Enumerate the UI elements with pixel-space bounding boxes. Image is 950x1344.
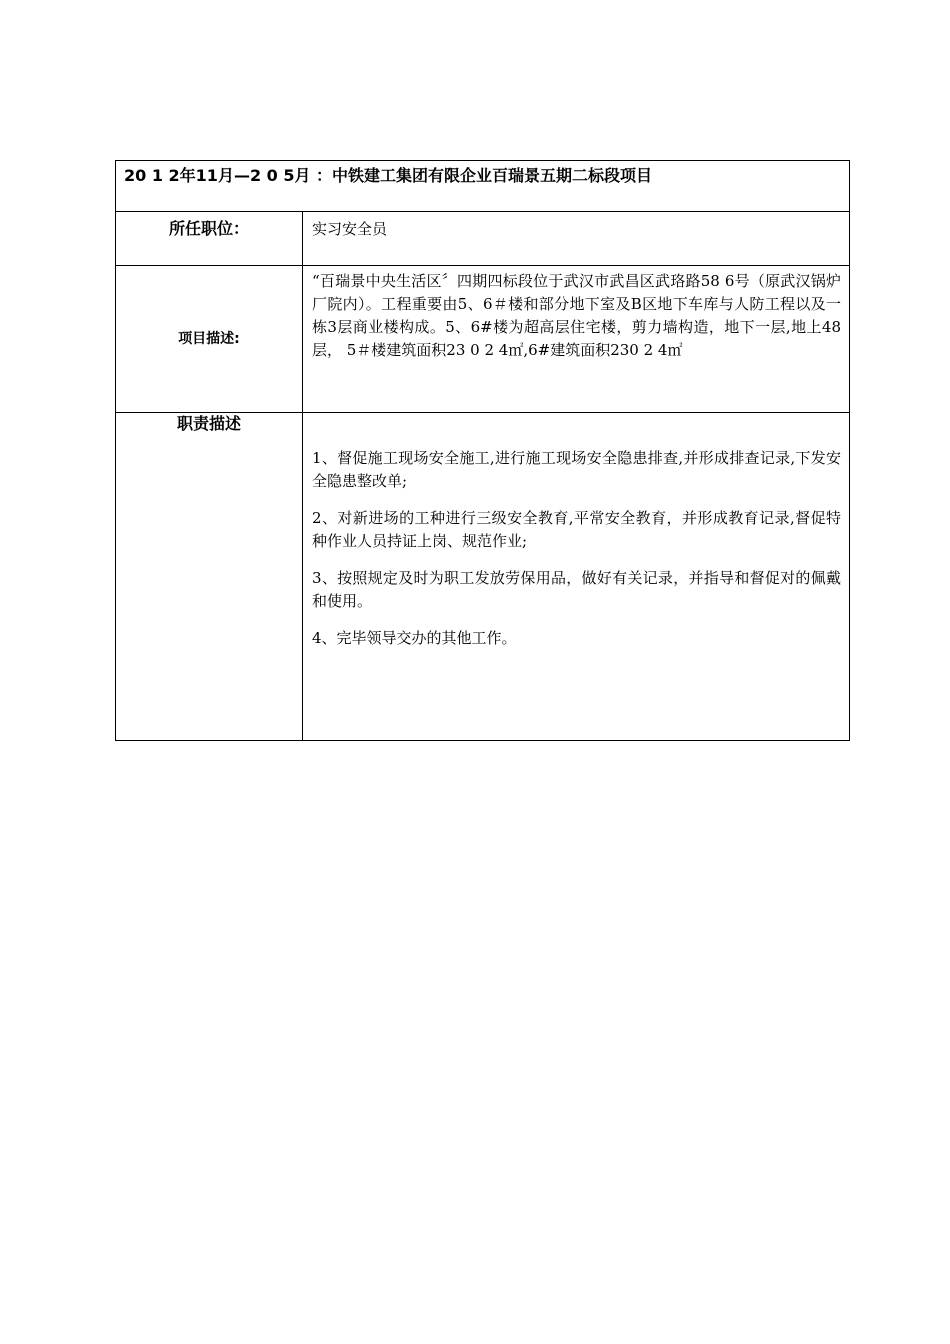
project-description-text: “百瑞景中央生活区〞四期四标段位于武汉市武昌区武珞路58 6号（原武汉锅炉厂院内）。工程重要由5、6＃楼和部分地下室及B区地下车库与人防工程以及一栋3层商业楼构成。5、6#楼为超高层住宅楼，剪力墙构造，地下一层,地上48层， 5＃楼建筑面积23 0 2 4㎡,6#建筑面积230 2 4㎡ [303,266,850,413]
duty-item: 1、督促施工现场安全施工,进行施工现场安全隐患排查,并形成排查记录,下发安全隐患整改单; [312,449,841,490]
position-label: 所任职位： [116,212,303,266]
duties-list [303,413,850,741]
duties-row [116,413,850,741]
project-description-label: 项目描述: [116,266,303,413]
duty-item: 3、按照规定及时为职工发放劳保用品，做好有关记录，并指导和督促对的佩戴和使用。 [312,569,841,610]
experience-header: 20 1 2年11月—2 0 5月 ：中铁建工集团有限企业百瑞景五期二标段项目 [116,161,850,212]
project-description-row [116,266,850,413]
position-row [116,212,850,266]
duties-label: 职责描述 [116,413,303,741]
duty-item: 4、完毕领导交办的其他工作。 [312,629,517,647]
position-value: 实习安全员 [303,212,850,266]
duty-item: 2、对新进场的工种进行三级安全教育,平常安全教育，并形成教育记录,督促特种作业人员持证上岗、规范作业; [312,509,841,550]
experience-table [115,160,850,741]
experience-header-row [116,161,850,212]
